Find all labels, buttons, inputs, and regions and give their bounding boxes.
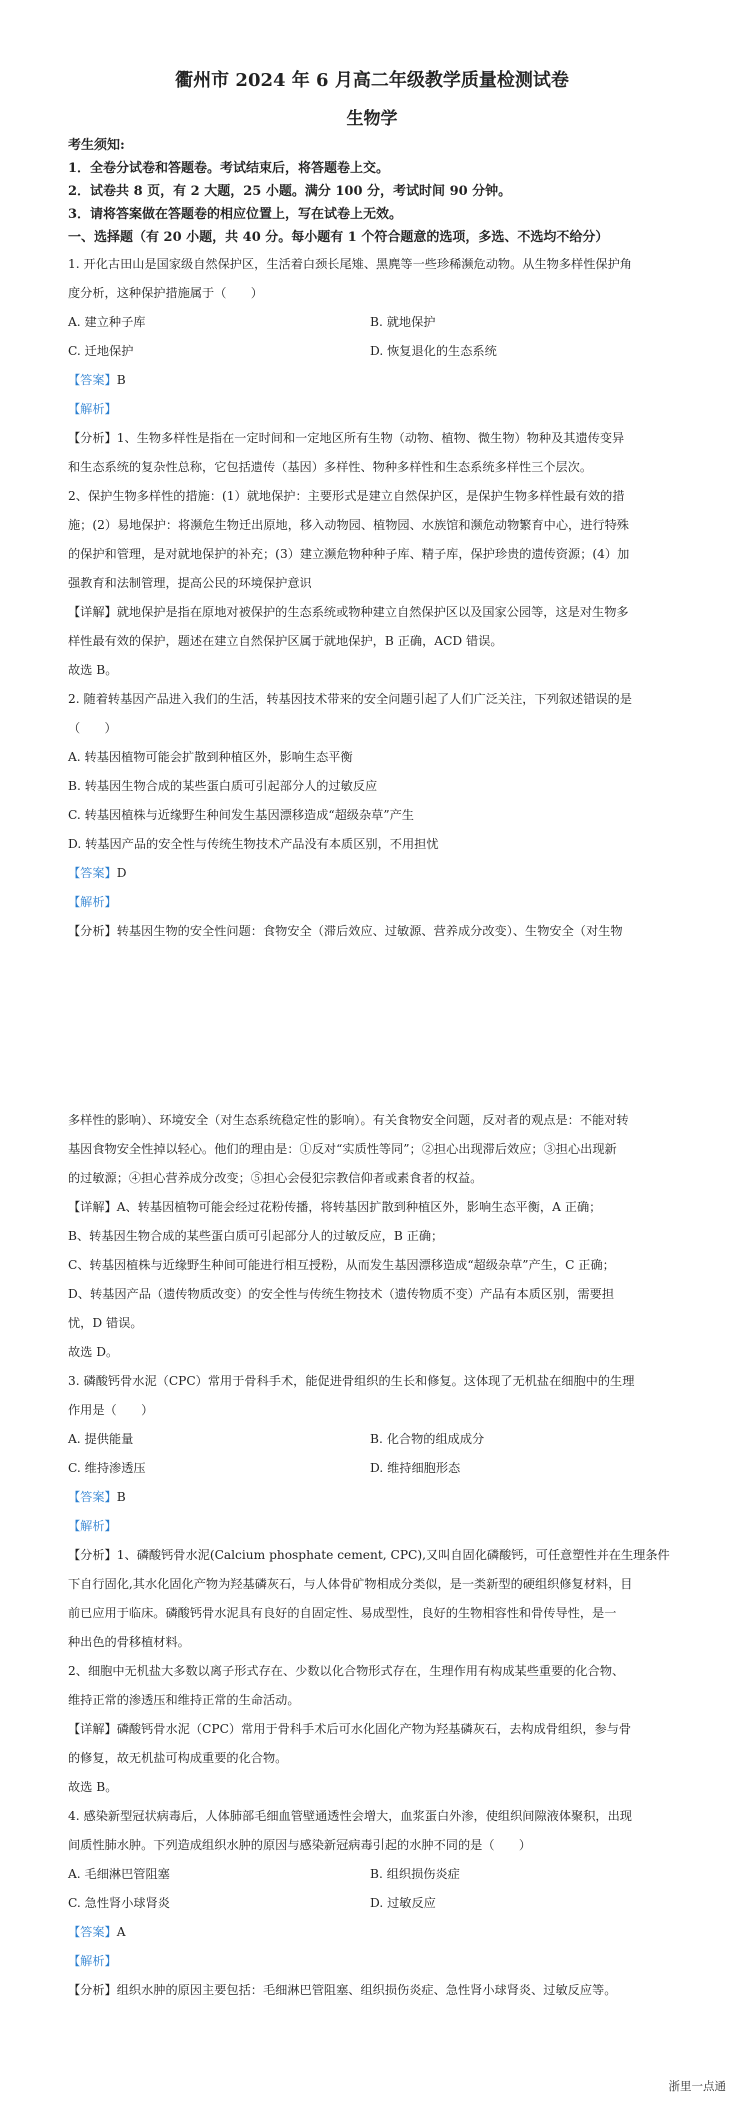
option-d: D. 过敏反应 — [370, 1896, 436, 1910]
analysis-line: 的过敏源；④担心营养成分改变；⑤担心会侵犯宗教信仰者或素食者的权益。 — [68, 1171, 483, 1185]
analysis-line: 前已应用于临床。磷酸钙骨水泥具有良好的自固定性、易成型性，良好的生物相容性和骨传导性，是一 — [68, 1606, 617, 1620]
option-c: C. 维持渗透压 — [68, 1461, 146, 1475]
answer-tag: 【答案】 — [68, 1490, 117, 1504]
notice-item: 2．试卷共 8 页，有 2 大题，25 小题。满分 100 分，考试时间 90 分钟。 — [68, 184, 512, 199]
answer-line — [68, 864, 680, 882]
detail-line: D、转基因产品（遗传物质改变）的安全性与传统生物技术（遗传物质不变）产品有本质区别，需要担 — [68, 1287, 615, 1301]
analysis-line: 种出色的骨移植材料。 — [68, 1635, 190, 1649]
option-b: B. 组织损伤炎症 — [370, 1867, 460, 1881]
notice-item: 3．请将答案做在答题卷的相应位置上，写在试卷上无效。 — [68, 207, 403, 222]
analysis-tag: 【解析】 — [68, 402, 117, 416]
detail-line: 【详解】A、转基因植物可能会经过花粉传播，将转基因扩散到种植区外，影响生态平衡，A 正确； — [68, 1200, 602, 1214]
exam-title: 衢州市 2024 年 6 月高二年级教学质量检测试卷 — [175, 70, 569, 91]
option-a: A. 转基因植物可能会扩散到种植区外，影响生态平衡 — [68, 750, 353, 764]
option-d: D. 维持细胞形态 — [370, 1461, 461, 1475]
analysis-line: 【分析】1、生物多样性是指在一定时间和一定地区所有生物（动物、植物、微生物）物种及其遗传变异 — [68, 431, 625, 445]
analysis-line: 基因食物安全性掉以轻心。他们的理由是：①反对“实质性等同”；②担心出现滞后效应；③担心出现新 — [68, 1142, 617, 1156]
question-stem: 1. 开化古田山是国家级自然保护区，生活着白颈长尾雉、黑麂等一些珍稀濒危动物。从生物多样性保护角 — [68, 257, 632, 271]
answer-line — [68, 1488, 680, 1506]
option-d: D. 恢复退化的生态系统 — [370, 344, 497, 358]
option-a: A. 提供能量 — [68, 1432, 134, 1446]
analysis-line: 【分析】转基因生物的安全性问题：食物安全（滞后效应、过敏源、营养成分改变）、生物安全（对生物 — [68, 924, 623, 938]
footer-watermark: 浙里一点通 — [668, 2079, 726, 2093]
option-b: B. 化合物的组成成分 — [370, 1432, 485, 1446]
option-b: B. 转基因生物合成的某些蛋白质可引起部分人的过敏反应 — [68, 779, 378, 793]
answer-value: B — [116, 373, 126, 387]
answer-line — [68, 371, 680, 389]
question-stem: 作用是（ ） — [68, 1403, 154, 1417]
analysis-line: 2、细胞中无机盐大多数以离子形式存在、少数以化合物形式存在，生理作用有构成某些重要的化合物、 — [68, 1664, 625, 1678]
option-c: C. 转基因植株与近缘野生种间发生基因漂移造成“超级杂草”产生 — [68, 808, 414, 822]
detail-line: C、转基因植株与近缘野生种间可能进行相互授粉，从而发生基因漂移造成“超级杂草”产生，C 正确； — [68, 1258, 615, 1272]
analysis-tag: 【解析】 — [68, 1519, 117, 1533]
detail-line: 【详解】就地保护是指在原地对被保护的生态系统或物种建立自然保护区以及国家公园等，这是对生物多 — [68, 605, 629, 619]
analysis-line: 和生态系统的复杂性总称，它包括遗传（基因）多样性、物种多样性和生态系统多样性三个层次。 — [68, 460, 593, 474]
detail-line: 的修复，故无机盐可构成重要的化合物。 — [68, 1751, 288, 1765]
conclusion: 故选 B。 — [68, 1780, 118, 1794]
answer-tag: 【答案】 — [68, 1925, 117, 1939]
analysis-tag: 【解析】 — [68, 895, 117, 909]
analysis-line: 多样性的影响）、环境安全（对生态系统稳定性的影响）。有关食物安全问题，反对者的观点是：不能对转 — [68, 1113, 629, 1127]
conclusion: 故选 B。 — [68, 663, 118, 677]
analysis-line: 【分析】1、磷酸钙骨水泥(Calcium phosphate cement, CPC),又叫自固化磷酸钙，可任意塑性并在生理条件 — [68, 1548, 670, 1562]
option-c: C. 迁地保护 — [68, 344, 134, 358]
conclusion: 故选 D。 — [68, 1345, 119, 1359]
question-stem: 3. 磷酸钙骨水泥（CPC）常用于骨科手术，能促进骨组织的生长和修复。这体现了无机盐在细胞中的生理 — [68, 1374, 635, 1388]
detail-line: B、转基因生物合成的某些蛋白质可引起部分人的过敏反应，B 正确； — [68, 1229, 444, 1243]
notice-item: 1．全卷分试卷和答题卷。考试结束后，将答题卷上交。 — [68, 161, 390, 176]
analysis-line: 施；(2）易地保护：将濒危生物迁出原地，移入动物园、植物园、水族馆和濒危动物繁育中心，进行特殊 — [68, 518, 629, 532]
answer-tag: 【答案】 — [68, 373, 117, 387]
detail-line: 【详解】磷酸钙骨水泥（CPC）常用于骨科手术后可水化固化产物为羟基磷灰石，去构成骨组织，参与骨 — [68, 1722, 632, 1736]
answer-value: D — [116, 866, 127, 880]
option-d: D. 转基因产品的安全性与传统生物技术产品没有本质区别，不用担忧 — [68, 837, 439, 851]
analysis-tag: 【解析】 — [68, 1954, 117, 1968]
analysis-line: 强教育和法制管理，提高公民的环境保护意识 — [68, 576, 312, 590]
analysis-line: 下自行固化,其水化固化产物为羟基磷灰石，与人体骨矿物相成分类似，是一类新型的硬组织修复材料，目 — [68, 1577, 633, 1591]
question-stem: （ ） — [68, 721, 117, 735]
question-stem: 2. 随着转基因产品进入我们的生活，转基因技术带来的安全问题引起了人们广泛关注，下列叙述错误的是 — [68, 692, 632, 706]
option-a: A. 建立种子库 — [68, 315, 146, 329]
option-c: C. 急性肾小球肾炎 — [68, 1896, 170, 1910]
answer-tag: 【答案】 — [68, 866, 117, 880]
question-stem: 间质性肺水肿。下列造成组织水肿的原因与感染新冠病毒引起的水肿不同的是（ ） — [68, 1838, 532, 1852]
analysis-line: 2、保护生物多样性的措施：(1）就地保护：主要形式是建立自然保护区，是保护生物多样性最有效的措 — [68, 489, 625, 503]
notice-heading: 考生须知: — [68, 138, 125, 153]
detail-line: 忧，D 错误。 — [68, 1316, 143, 1330]
option-b: B. 就地保护 — [370, 315, 436, 329]
analysis-line: 的保护和管理，是对就地保护的补充；(3）建立濒危物种种子库、精子库，保护珍贵的遗传资源；(4）加 — [68, 547, 630, 561]
analysis-line: 【分析】组织水肿的原因主要包括：毛细淋巴管阻塞、组织损伤炎症、急性肾小球肾炎、过敏反应等。 — [68, 1983, 617, 1997]
answer-line — [68, 1923, 680, 1941]
answer-value: A — [116, 1925, 126, 1939]
analysis-line: 维持正常的渗透压和维持正常的生命活动。 — [68, 1693, 300, 1707]
detail-line: 样性最有效的保护，题述在建立自然保护区属于就地保护，B 正确，ACD 错误。 — [68, 634, 503, 648]
question-stem: 4. 感染新型冠状病毒后，人体肺部毛细血管壁通透性会增大，血浆蛋白外渗，使组织间隙液体聚积，出现 — [68, 1809, 632, 1823]
subject-title: 生物学 — [346, 109, 398, 129]
answer-value: B — [116, 1490, 126, 1504]
question-stem: 度分析，这种保护措施属于（ ） — [68, 286, 263, 300]
section-heading: 一、选择题（有 20 小题，共 40 分。每小题有 1 个符合题意的选项，多选、不选均不给分） — [68, 230, 609, 245]
option-a: A. 毛细淋巴管阻塞 — [68, 1867, 170, 1881]
